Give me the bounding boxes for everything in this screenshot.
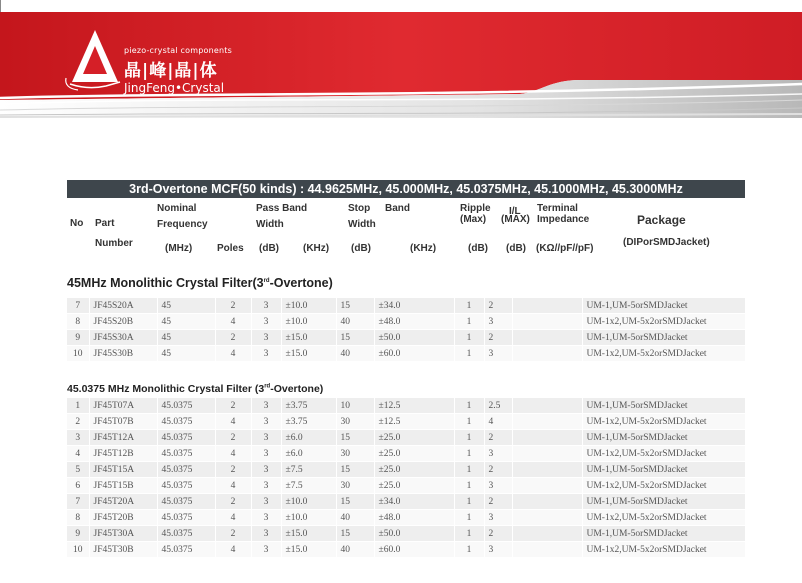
header-stop-width: Width (348, 219, 376, 230)
cell-terminal-impedance (512, 494, 582, 510)
banner-graphic (0, 0, 802, 145)
cell-pass-db: 3 (251, 430, 281, 446)
cell-pass-khz: ±7.5 (281, 462, 336, 478)
cell-pass-db: 3 (251, 494, 281, 510)
cell-ripple: 1 (454, 478, 484, 494)
header-impedance: Impedance (537, 214, 590, 225)
header-stop-khz: (KHz) (410, 243, 437, 254)
table-row (67, 478, 745, 494)
cell-pass-khz: ±10.0 (281, 298, 336, 314)
cell-package: UM-1x2,UM-5x2orSMDJacket (582, 510, 745, 526)
cell-stop-khz: ±12.5 (374, 398, 454, 414)
header-ripple-db: (dB) (468, 243, 488, 254)
cell-row-no: 5 (67, 462, 89, 478)
cell-ripple: 1 (454, 526, 484, 542)
cell-pass-khz: ±6.0 (281, 446, 336, 462)
cell-terminal-impedance (512, 398, 582, 414)
cell-stop-khz: ±12.5 (374, 414, 454, 430)
cell-package: UM-1x2,UM-5x2orSMDJacket (582, 542, 745, 558)
header-stop-db: (dB) (351, 243, 371, 254)
cell-ripple: 1 (454, 330, 484, 346)
cell-stop-db: 40 (336, 346, 374, 362)
header-ripple-max: (Max) (460, 214, 487, 225)
header-stop-band: Band (385, 203, 410, 214)
section-title-sup: rd (263, 277, 270, 284)
cell-insertion-loss: 2 (484, 330, 512, 346)
cell-stop-db: 15 (336, 462, 374, 478)
cell-stop-khz: ±25.0 (374, 462, 454, 478)
cell-stop-db: 15 (336, 330, 374, 346)
header-il-max: (MAX) (501, 214, 530, 225)
cell-poles: 4 (215, 346, 251, 362)
brand-tagline: piezo-crystal components (124, 46, 232, 55)
header-il: I/L (509, 206, 521, 217)
cell-terminal-impedance (512, 542, 582, 558)
cell-poles: 4 (215, 510, 251, 526)
table-row (67, 542, 745, 558)
header-pass-band: Pass Band (256, 203, 308, 214)
cell-insertion-loss: 2 (484, 298, 512, 314)
cell-pass-khz: ±3.75 (281, 414, 336, 430)
cell-stop-khz: ±60.0 (374, 346, 454, 362)
cell-stop-khz: ±34.0 (374, 298, 454, 314)
cell-poles: 2 (215, 298, 251, 314)
table-row (67, 494, 745, 510)
cell-ripple: 1 (454, 430, 484, 446)
cell-package: UM-1x2,UM-5x2orSMDJacket (582, 346, 745, 362)
table-row (67, 346, 745, 362)
cell-package: UM-1,UM-5orSMDJacket (582, 298, 745, 314)
header-ripple: Ripple (460, 203, 491, 214)
cell-package: UM-1,UM-5orSMDJacket (582, 398, 745, 414)
cell-package: UM-1,UM-5orSMDJacket (582, 430, 745, 446)
cell-pass-khz: ±15.0 (281, 526, 336, 542)
header-pass-width: Width (256, 219, 284, 230)
cell-part-number: JF45T30A (89, 526, 157, 542)
cell-ripple: 1 (454, 414, 484, 430)
section-title-prefix: 45MHz Monolithic Crystal Filter(3 (67, 276, 264, 290)
cell-pass-khz: ±6.0 (281, 430, 336, 446)
cell-row-no: 8 (67, 314, 89, 330)
section-title-suffix: -Overtone) (269, 276, 333, 290)
cell-ripple: 1 (454, 542, 484, 558)
cell-pass-db: 3 (251, 330, 281, 346)
cell-part-number: JF45T20B (89, 510, 157, 526)
cell-poles: 4 (215, 446, 251, 462)
cell-stop-db: 40 (336, 510, 374, 526)
cell-insertion-loss: 3 (484, 542, 512, 558)
cell-package: UM-1,UM-5orSMDJacket (582, 526, 745, 542)
cell-pass-khz: ±15.0 (281, 346, 336, 362)
cell-part-number: JF45T12B (89, 446, 157, 462)
cell-row-no: 8 (67, 510, 89, 526)
cell-insertion-loss: 3 (484, 478, 512, 494)
cell-row-no: 2 (67, 414, 89, 430)
cell-nominal-frequency: 45 (157, 314, 215, 330)
cell-pass-khz: ±10.0 (281, 510, 336, 526)
cell-part-number: JF45S30B (89, 346, 157, 362)
cell-stop-db: 15 (336, 526, 374, 542)
cell-pass-khz: ±10.0 (281, 494, 336, 510)
header-pass-db: (dB) (259, 243, 279, 254)
cell-nominal-frequency: 45.0375 (157, 430, 215, 446)
cell-pass-db: 3 (251, 298, 281, 314)
cell-pass-khz: ±15.0 (281, 542, 336, 558)
cell-pass-db: 3 (251, 346, 281, 362)
cell-part-number: JF45T30B (89, 542, 157, 558)
cell-stop-khz: ±50.0 (374, 330, 454, 346)
cell-poles: 4 (215, 314, 251, 330)
cell-stop-khz: ±48.0 (374, 314, 454, 330)
cell-poles: 2 (215, 526, 251, 542)
cell-row-no: 4 (67, 446, 89, 462)
cell-row-no: 7 (67, 494, 89, 510)
table-row (67, 314, 745, 330)
cell-insertion-loss: 2 (484, 526, 512, 542)
cell-stop-khz: ±48.0 (374, 510, 454, 526)
section-title (67, 276, 333, 290)
header-poles: Poles (217, 243, 244, 254)
header-impedance-unit: (KΩ//pF//pF) (536, 243, 594, 254)
cell-terminal-impedance (512, 478, 582, 494)
cell-poles: 2 (215, 330, 251, 346)
cell-part-number: JF45S20A (89, 298, 157, 314)
cell-stop-db: 30 (336, 414, 374, 430)
brand-logo (124, 46, 232, 95)
cell-insertion-loss: 2 (484, 462, 512, 478)
cell-pass-db: 3 (251, 510, 281, 526)
cell-pass-db: 3 (251, 542, 281, 558)
table-row (67, 298, 745, 314)
cell-stop-khz: ±60.0 (374, 542, 454, 558)
cell-stop-db: 10 (336, 398, 374, 414)
cell-insertion-loss: 2 (484, 494, 512, 510)
cell-nominal-frequency: 45 (157, 330, 215, 346)
cell-stop-db: 40 (336, 542, 374, 558)
cell-row-no: 10 (67, 542, 89, 558)
cell-terminal-impedance (512, 346, 582, 362)
section-title-suffix: -Overtone) (270, 383, 324, 395)
cell-pass-khz: ±10.0 (281, 314, 336, 330)
cell-nominal-frequency: 45.0375 (157, 414, 215, 430)
cell-pass-db: 3 (251, 398, 281, 414)
header-freq-unit: (MHz) (165, 243, 193, 254)
brand-chinese-name: 晶|峰|晶|体 (124, 61, 218, 81)
cell-part-number: JF45T15B (89, 478, 157, 494)
cell-stop-khz: ±50.0 (374, 526, 454, 542)
cell-ripple: 1 (454, 494, 484, 510)
cell-part-number: JF45T07A (89, 398, 157, 414)
cell-nominal-frequency: 45 (157, 298, 215, 314)
cell-poles: 2 (215, 398, 251, 414)
cell-part-number: JF45T12A (89, 430, 157, 446)
brand-english-name: JingFeng•Crystal (124, 81, 225, 95)
cell-package: UM-1x2,UM-5x2orSMDJacket (582, 478, 745, 494)
cell-insertion-loss: 2 (484, 430, 512, 446)
cell-row-no: 9 (67, 526, 89, 542)
cell-poles: 4 (215, 414, 251, 430)
header-il-db: (dB) (506, 243, 526, 254)
header-banner (0, 0, 802, 145)
cell-poles: 2 (215, 494, 251, 510)
cell-insertion-loss: 3 (484, 346, 512, 362)
cell-stop-db: 15 (336, 298, 374, 314)
cell-pass-db: 3 (251, 414, 281, 430)
cell-package: UM-1,UM-5orSMDJacket (582, 494, 745, 510)
cell-package: UM-1x2,UM-5x2orSMDJacket (582, 414, 745, 430)
table-row (67, 430, 745, 446)
cell-part-number: JF45S30A (89, 330, 157, 346)
cell-pass-db: 3 (251, 314, 281, 330)
cell-insertion-loss: 3 (484, 314, 512, 330)
cell-pass-db: 3 (251, 478, 281, 494)
cell-terminal-impedance (512, 314, 582, 330)
cell-ripple: 1 (454, 398, 484, 414)
cell-stop-khz: ±25.0 (374, 478, 454, 494)
cell-ripple: 1 (454, 346, 484, 362)
cell-ripple: 1 (454, 314, 484, 330)
cell-pass-db: 3 (251, 526, 281, 542)
header-package-sub: (DIPorSMDJacket) (623, 237, 710, 248)
cell-insertion-loss: 3 (484, 510, 512, 526)
cell-terminal-impedance (512, 446, 582, 462)
table-row (67, 462, 745, 478)
cell-part-number: JF45S20B (89, 314, 157, 330)
cell-stop-db: 30 (336, 446, 374, 462)
cell-package: UM-1,UM-5orSMDJacket (582, 462, 745, 478)
table-row (67, 446, 745, 462)
cell-part-number: JF45T07B (89, 414, 157, 430)
cell-stop-db: 30 (336, 478, 374, 494)
cell-pass-khz: ±7.5 (281, 478, 336, 494)
cell-pass-khz: ±3.75 (281, 398, 336, 414)
cell-package: UM-1,UM-5orSMDJacket (582, 330, 745, 346)
cell-terminal-impedance (512, 526, 582, 542)
cell-terminal-impedance (512, 298, 582, 314)
cell-poles: 4 (215, 478, 251, 494)
table-row (67, 510, 745, 526)
header-package: Package (637, 213, 686, 227)
cell-insertion-loss: 4 (484, 414, 512, 430)
cell-row-no: 10 (67, 346, 89, 362)
cell-pass-khz: ±15.0 (281, 330, 336, 346)
header-no: No (70, 218, 84, 229)
section-title-prefix: 45.0375 MHz Monolithic Crystal Filter (3 (67, 383, 265, 395)
header-number: Number (95, 238, 133, 249)
cell-poles: 2 (215, 430, 251, 446)
cell-part-number: JF45T20A (89, 494, 157, 510)
table-row (67, 414, 745, 430)
header-terminal: Terminal (537, 203, 578, 214)
cell-nominal-frequency: 45.0375 (157, 462, 215, 478)
cell-stop-db: 15 (336, 430, 374, 446)
cell-row-no: 9 (67, 330, 89, 346)
cell-pass-db: 3 (251, 446, 281, 462)
cell-poles: 4 (215, 542, 251, 558)
cell-stop-db: 15 (336, 494, 374, 510)
header-part: Part (95, 218, 115, 229)
cell-ripple: 1 (454, 462, 484, 478)
table-row (67, 330, 745, 346)
cell-ripple: 1 (454, 446, 484, 462)
cell-pass-db: 3 (251, 462, 281, 478)
cell-ripple: 1 (454, 298, 484, 314)
section-title (67, 383, 323, 395)
cell-row-no: 6 (67, 478, 89, 494)
cell-nominal-frequency: 45.0375 (157, 478, 215, 494)
cell-nominal-frequency: 45.0375 (157, 526, 215, 542)
cell-stop-khz: ±25.0 (374, 430, 454, 446)
header-pass-khz: (KHz) (303, 243, 330, 254)
filter-table-45mhz (67, 298, 746, 362)
cell-nominal-frequency: 45.0375 (157, 398, 215, 414)
cell-nominal-frequency: 45.0375 (157, 542, 215, 558)
cell-row-no: 1 (67, 398, 89, 414)
cell-terminal-impedance (512, 430, 582, 446)
filter-table-45-0375mhz (67, 398, 746, 558)
cell-nominal-frequency: 45.0375 (157, 494, 215, 510)
header-nominal: Nominal (157, 203, 197, 214)
cell-insertion-loss: 3 (484, 446, 512, 462)
section-title-sup: rd (264, 383, 271, 390)
cell-package: UM-1x2,UM-5x2orSMDJacket (582, 314, 745, 330)
cell-stop-db: 40 (336, 314, 374, 330)
cell-ripple: 1 (454, 510, 484, 526)
cell-stop-khz: ±25.0 (374, 446, 454, 462)
cell-insertion-loss: 2.5 (484, 398, 512, 414)
cell-terminal-impedance (512, 330, 582, 346)
cell-nominal-frequency: 45 (157, 346, 215, 362)
cell-part-number: JF45T15A (89, 462, 157, 478)
cell-terminal-impedance (512, 510, 582, 526)
cell-terminal-impedance (512, 462, 582, 478)
header-stop: Stop (348, 203, 371, 214)
cell-row-no: 3 (67, 430, 89, 446)
cell-terminal-impedance (512, 414, 582, 430)
table-row (67, 398, 745, 414)
cell-stop-khz: ±34.0 (374, 494, 454, 510)
table-title-bar: 3rd-Overtone MCF(50 kinds) : 44.9625MHz, 45.000MHz, 45.0375MHz, 45.1000MHz, 45.3000MHz (67, 180, 745, 198)
cell-poles: 2 (215, 462, 251, 478)
header-frequency: Frequency (157, 219, 208, 230)
table-row (67, 526, 745, 542)
cell-package: UM-1x2,UM-5x2orSMDJacket (582, 446, 745, 462)
cell-nominal-frequency: 45.0375 (157, 446, 215, 462)
cell-nominal-frequency: 45.0375 (157, 510, 215, 526)
cell-row-no: 7 (67, 298, 89, 314)
